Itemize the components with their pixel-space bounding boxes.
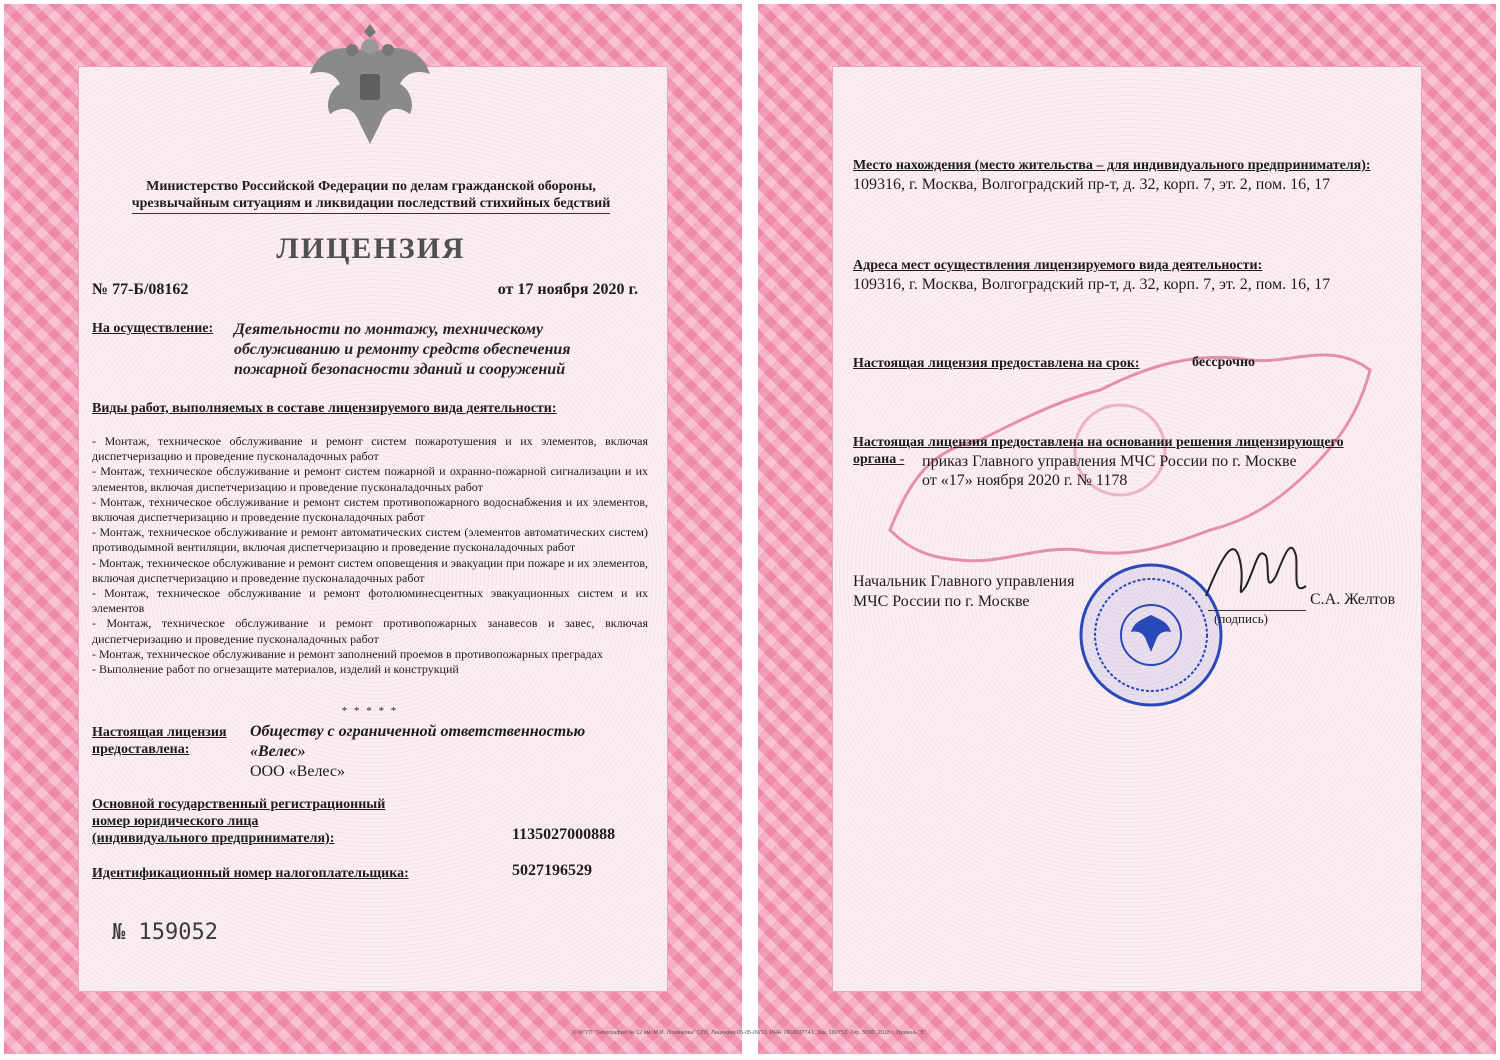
inn-label: Идентификационный номер налогоплательщика: [92, 866, 409, 881]
location-label: Место нахождения (место жительства – для индивидуального предпринимателя): [853, 158, 1371, 173]
location-value: 109316, г. Москва, Волгоградский пр-т, д. 32, корп. 7, эт. 2, пом. 16, 17 [853, 176, 1331, 193]
list-item: - Монтаж, техническое обслуживание и ремонт систем оповещения и эвакуации при пожаре и их элементов, включая диспетчеризацию и проведение пусконаладочных работ [92, 555, 648, 585]
granted-label-line-1: Настоящая лицензия [92, 725, 227, 740]
list-item: - Монтаж, техническое обслуживание и ремонт автоматических систем (элементов автоматических систем) противодымной вентиляции, включая диспетчеризацию и проведение пусконаладочных работ [92, 525, 648, 555]
license-title: ЛИЦЕНЗИЯ [276, 232, 466, 265]
form-serial-number: № 159052 [112, 920, 218, 945]
term-value: бессрочно [1192, 355, 1256, 370]
license-date: от 17 ноября 2020 г. [497, 281, 638, 298]
chief-title [853, 572, 1074, 612]
basis-value [922, 452, 1352, 490]
inn-value: 5027196529 [512, 862, 592, 879]
signer-name: С.А. Желтов [1310, 591, 1396, 608]
ogrn-value: 1135027000888 [512, 826, 616, 843]
licensee-short-name: ООО «Велес» [250, 763, 346, 780]
chief-line-2: МЧС России по г. Москве [853, 593, 1030, 610]
list-item: - Выполнение работ по огнезащите материалов, изделий и конструкций [92, 662, 459, 677]
term-label: Настоящая лицензия предоставлена на срок: [853, 356, 1140, 371]
printer-footer-note: © ФГУП "Типография № 12 им. М.И. Лоханкова" СПб. Лицензия 05-05-09/19. ИНН 7808037741. Зак. 180753. Тир. 5000. 2018 г. Уровень "Б". [572, 1030, 928, 1036]
ogrn-label-line-3: (индивидуального предпринимателя): [92, 831, 335, 846]
activity-text: Деятельности по монтажу, техническому обслуживанию и ремонту средств обеспечения пожарной безопасности зданий и сооружений [234, 321, 571, 378]
ogrn-label-line-2: номер юридического лица [92, 814, 259, 829]
licensee [250, 722, 640, 782]
ministry-line-1: Министерство Российской Федерации по делам гражданской обороны, [146, 179, 596, 194]
licensee-name-line-1: Обществу с ограниченной ответственностью [250, 723, 586, 740]
license-number: № 77-Б/08162 [92, 281, 189, 298]
licensee-name-line-2: «Велес» [250, 743, 306, 760]
basis-value-line-1: приказ Главного управления МЧС России по г. Москве [922, 453, 1297, 470]
granted-label-line-2: предоставлена: [92, 742, 190, 757]
basis-value-line-2: от «17» ноября 2020 г. № 1178 [922, 472, 1128, 489]
works-list [92, 434, 648, 677]
ministry-line-2: чрезвычайным ситуациям и ликвидации последствий стихийных бедствий [132, 195, 611, 214]
activity-address-label: Адреса мест осуществления лицензируемого вида деятельности: [853, 258, 1263, 273]
list-item: - Монтаж, техническое обслуживание и ремонт фотолюминесцентных эвакуационных систем и их элементов [92, 586, 648, 616]
basis-dash: - [896, 452, 905, 467]
activity-address-value: 109316, г. Москва, Волгоградский пр-т, д. 32, корп. 7, эт. 2, пом. 16, 17 [853, 276, 1331, 293]
ogrn-label-line-1: Основной государственный регистрационный [92, 797, 386, 812]
chief-line-1: Начальник Главного управления [853, 573, 1075, 590]
handwritten-signature-icon [1196, 526, 1316, 616]
signature-caption: (подпись) [1214, 611, 1268, 626]
issuing-ministry [96, 178, 646, 214]
activity-label: На осуществление: [92, 321, 214, 336]
ogrn-label [92, 796, 432, 847]
list-item: - Монтаж, техническое обслуживание и ремонт систем противопожарного водоснабжения и их элементов, включая диспетчеризацию и проведение пусконаладочных работ [92, 494, 648, 525]
double-headed-eagle-emblem-icon [290, 14, 450, 154]
separator-stars: * * * * * [341, 705, 399, 717]
list-item: - Монтаж, техническое обслуживание и ремонт систем пожарной и охранно-пожарной сигнализации и их элементов, включая диспетчеризацию и проведение пусконаладочных работ [92, 464, 648, 494]
basis-label-line-2: органа [853, 452, 897, 467]
list-item: - Монтаж, техническое обслуживание и ремонт противопожарных занавесов и завес, включая диспетчеризацию и проведение пусконаладочных работ [92, 616, 648, 646]
granted-label [92, 724, 227, 758]
list-item: - Монтаж, техническое обслуживание и ремонт заполнений проемов в противопожарных преградах [92, 646, 603, 661]
list-item: - Монтаж, техническое обслуживание и ремонт систем пожаротушения и их элементов, включая диспетчеризацию и проведение пусконаладочных работ [92, 434, 648, 464]
works-heading: Виды работ, выполняемых в составе лицензируемого вида деятельности: [92, 401, 557, 416]
basis-label-line-1: Настоящая лицензия предоставлена на основании решения лицензирующего [853, 435, 1344, 450]
